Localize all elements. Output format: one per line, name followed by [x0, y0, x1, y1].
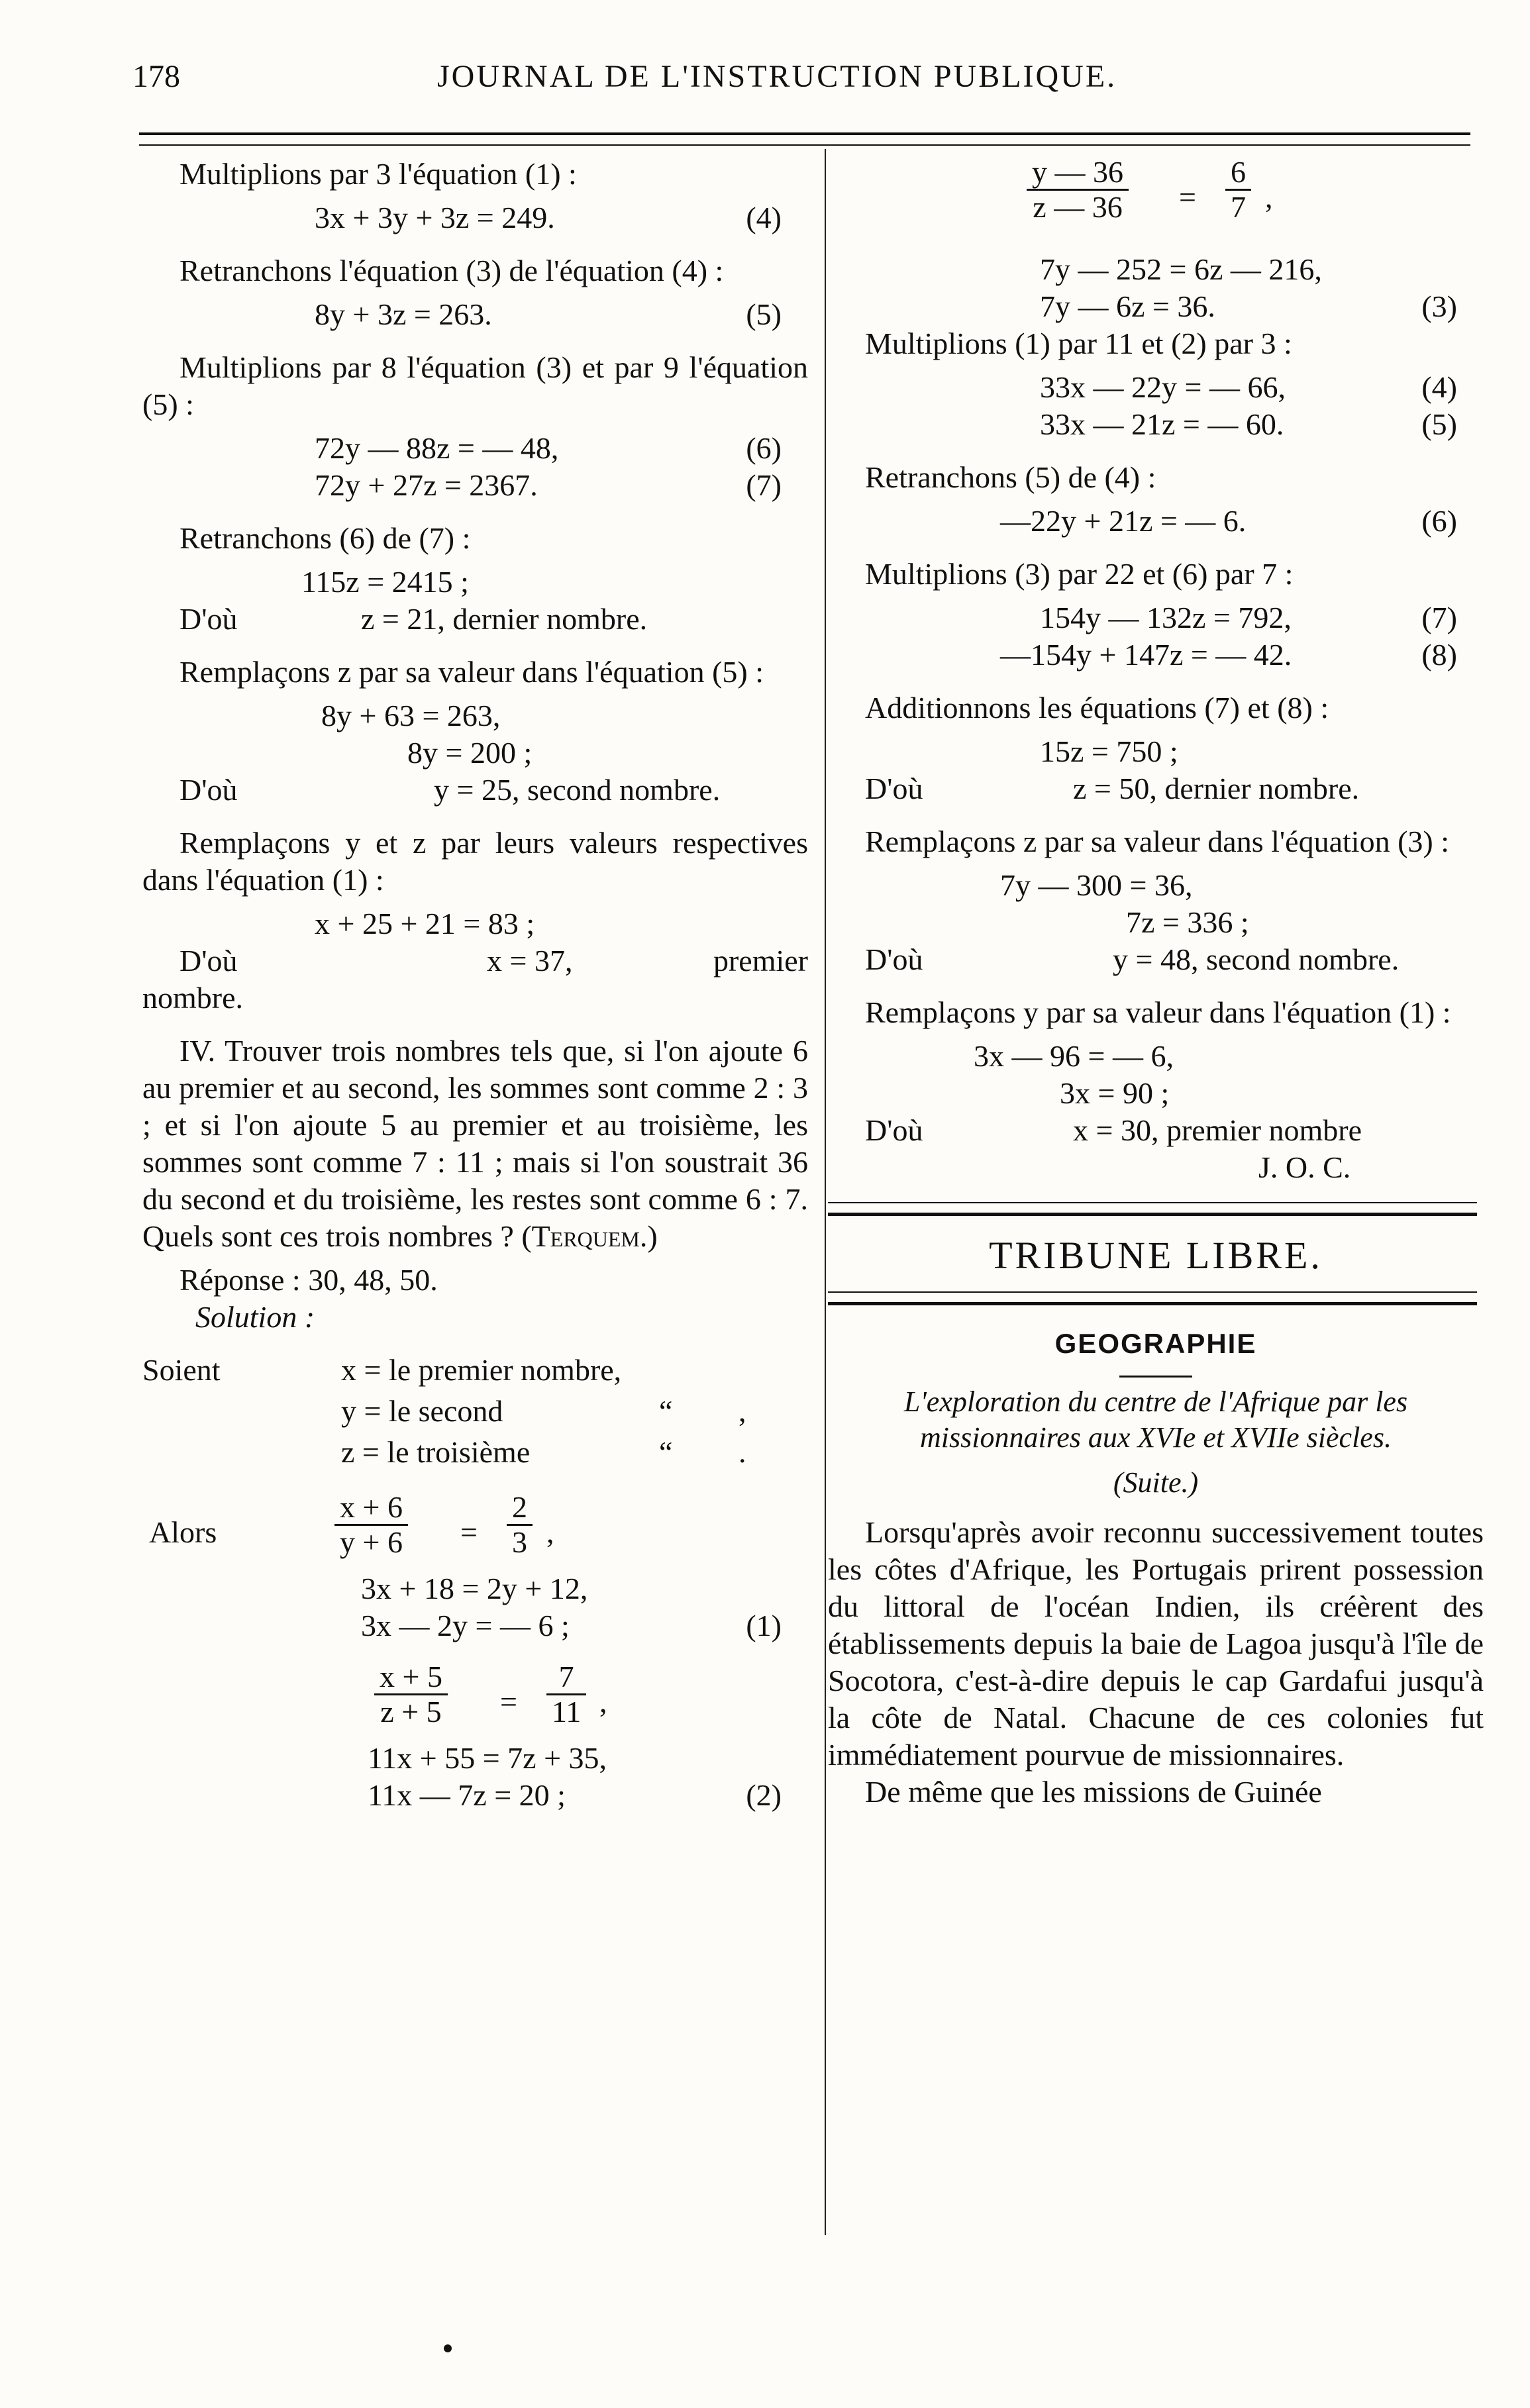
paragraph: Retranchons (6) de (7) :: [179, 521, 471, 555]
equation: —154y + 147z = — 42. (8): [1000, 638, 1457, 672]
equation: 7y — 300 = 36,: [1000, 868, 1193, 902]
section-rule: [828, 1202, 1477, 1216]
page-header: [132, 58, 1477, 111]
right-column: [828, 156, 1484, 1817]
page-number: 178: [132, 59, 180, 94]
equation: 3x = 90 ;: [1060, 1076, 1170, 1110]
equation: 3x + 3y + 3z = 249. (4): [315, 201, 782, 234]
paragraph: Remplaçons z par sa valeur dans l'équation (5) :: [179, 655, 764, 689]
problem-statement: IV. Trouver trois nombres tels que, si l'on ajoute 6 au premier et au second, les sommes sont comme 2 : 3 ; et si l'on ajoute 5 au premier et au troisième, les sommes sont comme 7 : 11 ; mais si l'on soustrait 36 du second et du troisième, les restes sont comme 6 : 7. Quels sont ces trois nombres ? (Terquem.): [142, 1034, 808, 1253]
definition-row: z = le troisième “ .: [341, 1435, 746, 1469]
suite-label: (Suite.): [1113, 1466, 1199, 1499]
section-title: TRIBUNE LIBRE.: [989, 1234, 1323, 1277]
equation: 11x + 55 = 7z + 35,: [368, 1741, 607, 1775]
equation: D'où y = 48, second nombre.: [865, 942, 1400, 976]
equation: 3x — 2y = — 6 ; (1): [361, 1609, 782, 1642]
equation: 154y — 132z = 792, (7): [1040, 601, 1457, 634]
left-column: [142, 156, 808, 1814]
article-paragraph: Lorsqu'après avoir reconnu successivement toutes les côtes d'Afrique, les Portugais prirent possession du littoral de l'océan Indien, ils créèrent des établissements depuis la baie de Lagoa jusqu'à l'île de Socotora, c'est-à-dire depuis le cap Gardafui jusqu'à la côte de Natal. Chacune de ces colonies fut immédiatement pourvue de missionnaires.: [828, 1515, 1484, 1772]
paragraph: Multiplions par 8 l'équation (3) et par 9 l'équation (5) :: [142, 350, 808, 421]
article-paragraph: De même que les missions de Guinée: [865, 1775, 1322, 1809]
equation: D'où x = 37, premier: [179, 944, 808, 978]
fraction-equation: $\frac{y — 36}{z — 36}$ = $\frac{6}{7}$ ,: [828, 156, 1484, 235]
fraction-equation: $\frac{x + 5}{z + 5}$ = $\frac{7}{11}$ ,: [142, 1660, 808, 1740]
equation: 8y + 3z = 263. (5): [315, 297, 782, 331]
column-divider: [825, 149, 826, 2235]
equation: 11x — 7z = 20 ; (2): [368, 1778, 782, 1812]
signature: J. O. C.: [1258, 1150, 1351, 1184]
equation: 3x + 18 = 2y + 12,: [361, 1572, 588, 1605]
header-rule: [139, 132, 1470, 146]
equation: D'où x = 30, premier nombre: [865, 1113, 1362, 1147]
equation: 7y — 6z = 36. (3): [1040, 289, 1457, 323]
equation: 72y — 88z = — 48, (6): [315, 431, 782, 465]
equation: 72y + 27z = 2367. (7): [315, 468, 782, 502]
short-rule: [1119, 1376, 1192, 1378]
equation: 7y — 252 = 6z — 216,: [1040, 252, 1322, 286]
definition-row: Soient x = le premier nombre,: [142, 1353, 622, 1387]
subsection-title: GEOGRAPHIE: [1054, 1328, 1257, 1359]
equation: D'où z = 21, dernier nombre.: [179, 602, 648, 636]
paragraph: Retranchons l'équation (3) de l'équation (4) :: [179, 254, 724, 287]
paragraph: Multiplions (3) par 22 et (6) par 7 :: [865, 557, 1294, 591]
equation: 3x — 96 = — 6,: [974, 1039, 1174, 1073]
equation: 33x — 22y = — 66, (4): [1040, 370, 1457, 404]
answer: Réponse : 30, 48, 50.: [179, 1263, 438, 1297]
paragraph: Retranchons (5) de (4) :: [865, 460, 1156, 494]
equation: —22y + 21z = — 6. (6): [1000, 504, 1457, 538]
print-mark: [444, 2344, 452, 2352]
equation: D'où y = 25, second nombre.: [179, 773, 721, 807]
equation: 8y = 200 ;: [407, 736, 533, 770]
paragraph: Remplaçons y et z par leurs valeurs respectives dans l'équation (1) :: [142, 826, 808, 897]
equation: D'où z = 50, dernier nombre.: [865, 772, 1360, 805]
fraction-equation: Alors $\frac{x + 6}{y + 6}$ = $\frac{2}{3}$ ,: [149, 1490, 554, 1559]
solution-label: Solution :: [195, 1300, 315, 1334]
equation: nombre.: [142, 981, 244, 1015]
equation: x + 25 + 21 = 83 ;: [315, 907, 535, 940]
article-title: L'exploration du centre de l'Afrique par les missionnaires aux XVIe et XVIIe siècles.: [903, 1385, 1408, 1454]
equation: 8y + 63 = 263,: [321, 699, 501, 732]
paragraph: Remplaçons z par sa valeur dans l'équation (3) :: [865, 825, 1449, 858]
paragraph: Multiplions (1) par 11 et (2) par 3 :: [865, 326, 1292, 360]
equation: 7z = 336 ;: [1126, 905, 1249, 939]
paragraph: Additionnons les équations (7) et (8) :: [865, 691, 1329, 725]
running-title: JOURNAL DE L'INSTRUCTION PUBLIQUE.: [437, 59, 1117, 94]
definition-row: y = le second “ ,: [341, 1394, 746, 1428]
section-rule: [828, 1291, 1477, 1305]
paragraph: Remplaçons y par sa valeur dans l'équation (1) :: [865, 995, 1451, 1029]
equation: 33x — 21z = — 60. (5): [1040, 407, 1457, 441]
equation: 115z = 2415 ;: [301, 565, 469, 599]
paragraph: Multiplions par 3 l'équation (1) :: [179, 157, 577, 191]
equation: 15z = 750 ;: [1040, 734, 1178, 768]
